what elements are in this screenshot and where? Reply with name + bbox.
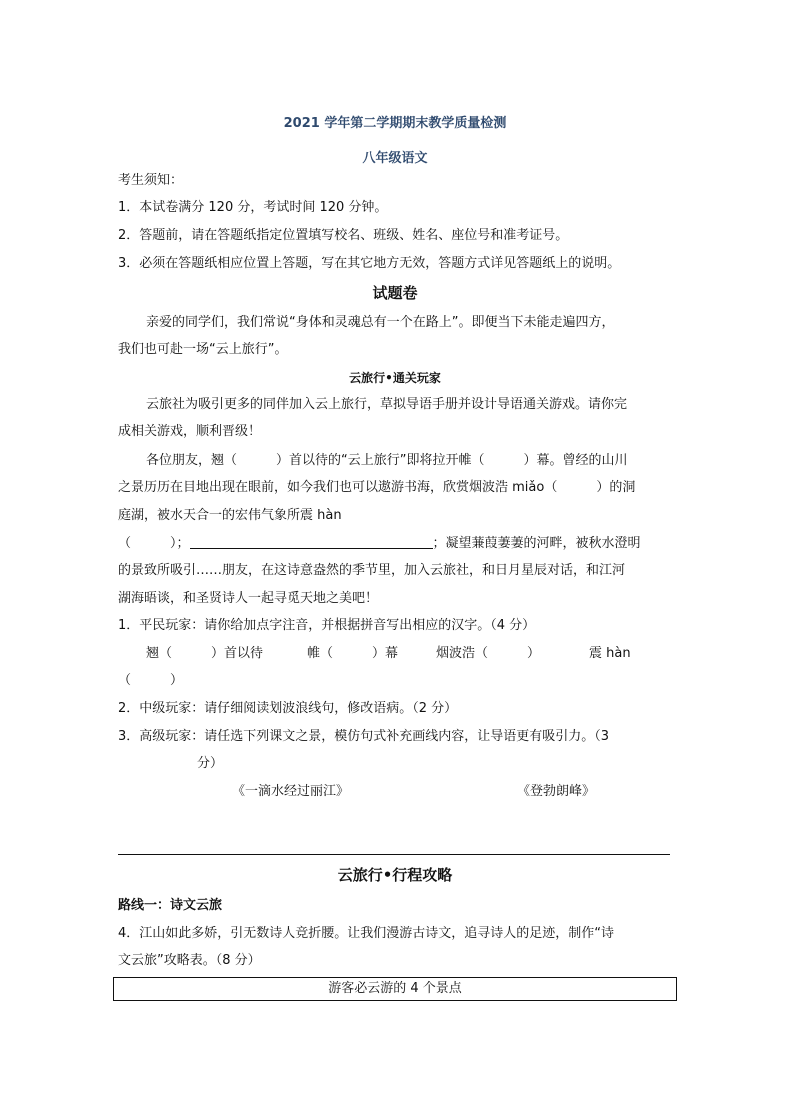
table-header-cell: 游客必云游的 4 个景点 [328,981,462,996]
paper-title: 试题卷 [372,284,418,302]
question-4-line2: 文云旅”攻略表。（8 分） [118,953,261,968]
question-1: 1．平民玩家：请你给加点字注音，并根据拼音写出相应的汉字。（4 分） [118,618,536,633]
fill-in-line[interactable] [190,534,433,549]
section1-para2-line2: 之景历历在目地出现在眼前，如今我们也可以遨游书海，欣赏烟波浩 miǎo（ ）的洞 [118,480,636,495]
section1-title: 云旅行•通关玩家 [349,371,441,385]
route-heading: 路线一：诗文云旅 [118,898,223,913]
answer-blank-prefix: （ ）； [118,536,190,551]
section1-para1-line1: 云旅社为吸引更多的同伴加入云上旅行，草拟导语手册并设计导语通关游戏。请你完 [146,397,628,412]
section1-para2-line3: 庭湖，被水天合一的宏伟气象所震 hàn [118,508,342,523]
question-4-line1: 4．江山如此多娇，引无数诗人竞折腰。让我们漫游古诗文，追寻诗人的足迹，制作“诗 [118,926,615,941]
grade-subject: 八年级语文 [362,151,428,166]
notice-item-3: 3．必须在答题纸相应位置上答题，写在其它地方无效，答题方式详见答题纸上的说明。 [118,256,621,271]
q1-item-d-blank: （ ） [118,673,184,688]
q1-item-d: 震 hàn [589,646,631,661]
question-2: 2．中级玩家：请仔细阅读划波浪线句，修改语病。（2 分） [118,701,458,716]
q3-option-2: 《登勃朗峰》 [517,784,596,799]
section1-para2-line5: 的景致所吸引……朋友，在这诗意盎然的季节里，加入云旅社，和日月星辰对话，和江河 [118,563,626,578]
strategy-table-header [113,977,677,1001]
q1-item-c: 烟波浩（ ） [436,646,541,661]
exam-title: 2021 学年第二学期期末教学质量检测 [283,116,507,131]
q3-option-1: 《一滴水经过丽江》 [232,784,350,799]
intro-line-2: 我们也可赴一场“云上旅行”。 [118,342,288,357]
intro-line-1: 亲爱的同学们，我们常说“身体和灵魂总有一个在路上”。即便当下未能走遍四方， [146,315,615,330]
notice-item-1: 1．本试卷满分 120 分，考试时间 120 分钟。 [118,200,388,215]
answer-blank-suffix: ；凝望蒹葭萋萋的河畔，被秋水澄明 [432,536,641,551]
section1-para2-line1: 各位朋友，翘（ ）首以待的“云上旅行”即将拉开帷（ ）幕。曾经的山川 [146,453,628,468]
section2-title: 云旅行•行程攻略 [337,866,453,884]
question-3-line1: 3．高级玩家：请任选下列课文之景，模仿句式补充画线内容，让导语更有吸引力。（3 [118,729,610,744]
section1-para2-line4 [118,534,641,553]
section1-para1-line2: 成相关游戏，顺利晋级！ [118,424,262,439]
q1-item-a: 翘（ ）首以待 [146,646,264,661]
notice-heading: 考生须知： [118,173,184,188]
notice-item-2: 2．答题前，请在答题纸指定位置填写校名、班级、姓名、座位号和准考证号。 [118,228,569,243]
section-divider [118,854,670,855]
q1-item-b: 帷（ ）幕 [307,646,399,661]
section1-para2-line6: 湖海晤谈，和圣贤诗人一起寻觅天地之美吧！ [118,591,379,606]
question-3-line2: 分） [197,756,224,771]
